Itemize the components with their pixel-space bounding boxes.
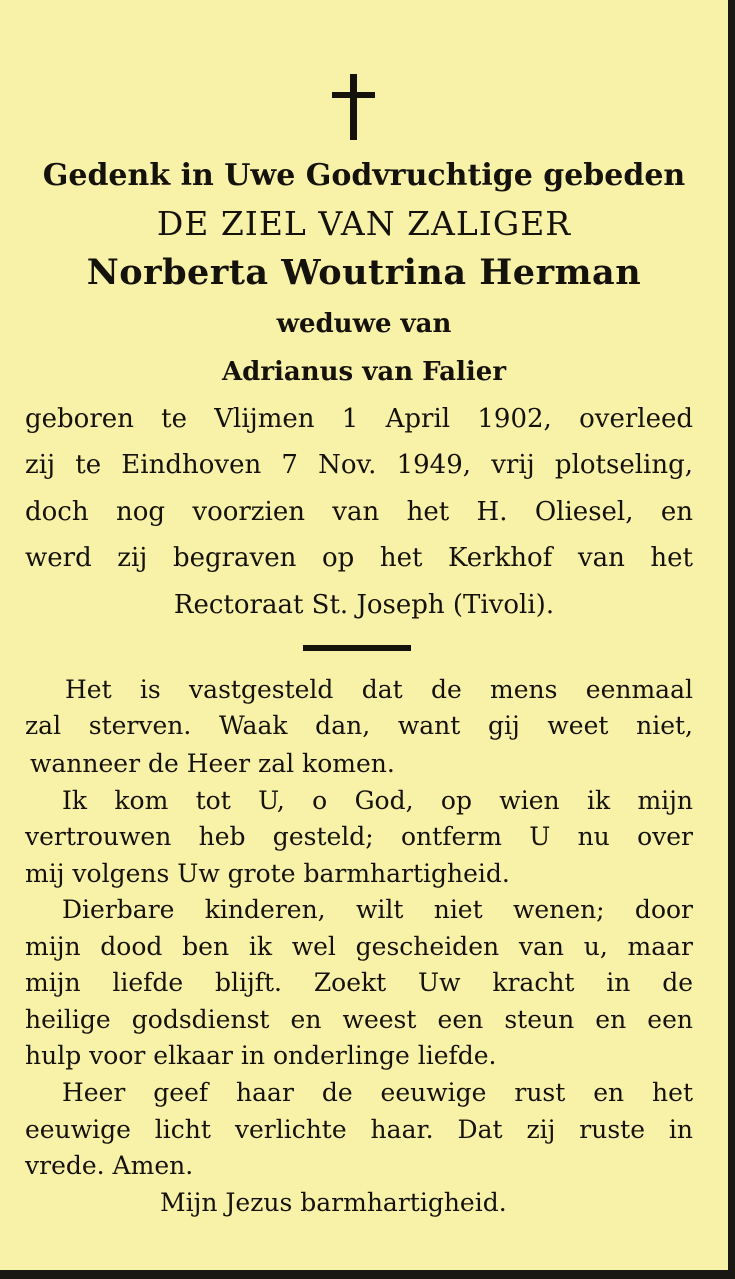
prayer-line: mijn dood ben ik wel gescheiden van u, maar xyxy=(25,932,693,961)
deceased-name: Norberta Woutrina Herman xyxy=(86,252,642,293)
divider-rule xyxy=(303,645,411,651)
soul-heading: DE ZIEL VAN ZALIGER xyxy=(156,204,572,243)
bio-line: zij te Eindhoven 7 Nov. 1949, vrij plotseling, xyxy=(25,450,693,480)
prayer-line: Dierbare kinderen, wilt niet wenen; door xyxy=(62,895,693,924)
prayer-line: mij volgens Uw grote barmhartigheid. xyxy=(25,859,510,888)
prayer-line: hulp voor elkaar in onderlinge liefde. xyxy=(25,1041,497,1070)
prayer-line: Ik kom tot U, o God, op wien ik mijn xyxy=(62,786,693,815)
intro-line: Gedenk in Uwe Godvruchtige gebeden xyxy=(42,158,686,193)
prayer-line: mijn liefde blijft. Zoekt Uw kracht in de xyxy=(25,968,693,997)
bio-line: werd zij begraven op het Kerkhof van het xyxy=(25,543,693,573)
prayer-line: Het is vastgesteld dat de mens eenmaal xyxy=(65,675,693,704)
husband-name: Adrianus van Falier xyxy=(221,357,507,387)
prayer-line: zal sterven. Waak dan, want gij weet niet, xyxy=(25,711,693,740)
bio-line: Rectoraat St. Joseph (Tivoli). xyxy=(173,590,555,620)
widow-of: weduwe van xyxy=(276,309,452,339)
prayer-line: heilige godsdienst en weest een steun en een xyxy=(25,1005,693,1034)
prayer-line: wanneer de Heer zal komen. xyxy=(30,749,395,778)
closing-line: Mijn Jezus barmhartigheid. xyxy=(160,1188,507,1217)
prayer-line: vertrouwen heb gesteld; ontferm U nu over xyxy=(25,822,693,851)
cross-icon xyxy=(318,72,388,142)
prayer-line: Heer geef haar de eeuwige rust en het xyxy=(62,1078,693,1107)
bio-line: doch nog voorzien van het H. Oliesel, en xyxy=(25,497,693,527)
bio-line: geboren te Vlijmen 1 April 1902, overleed xyxy=(25,404,693,434)
prayer-line: vrede. Amen. xyxy=(25,1151,194,1180)
prayer-line: eeuwige licht verlichte haar. Dat zij ruste in xyxy=(25,1115,693,1144)
